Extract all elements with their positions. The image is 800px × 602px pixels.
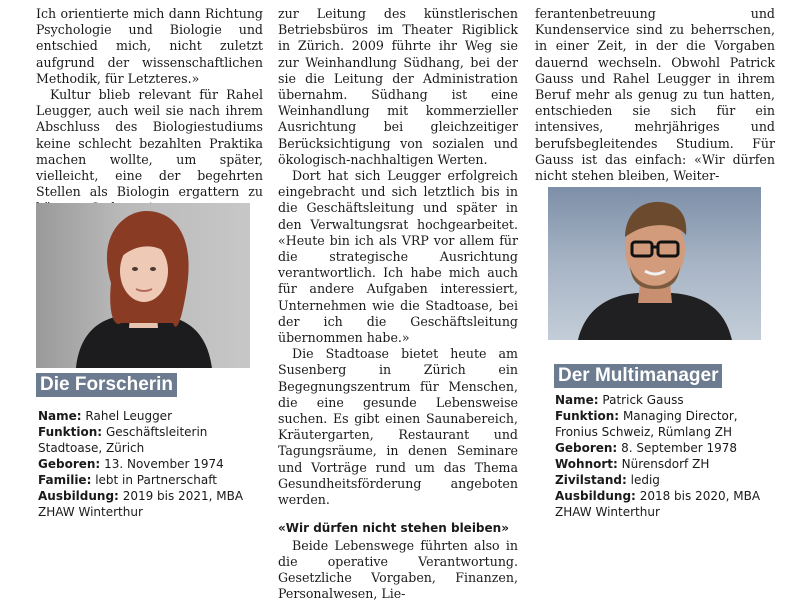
paragraph: ferantenbetreuung und Kundenservice sind zu beherrschen, in einer Zeit, in der die Vorgaben dauernd wechseln. Obwohl Patrick Gauss und Rahel Leugger in ihrem Beruf mehr als genug zu tun hatten, entschieden sie sich für ein intensives, mehrjähriges und berufsbegleitendes Studium. Für Gauss ist das einfach: «Wir dürfen nicht stehen bleiben, Weiter- [535, 6, 775, 184]
fact-name: Name: Patrick Gauss [555, 392, 770, 408]
fact-function: Funktion: Geschäftsleiterin Stadtoase, Zürich [38, 424, 258, 456]
fact-family: Familie: lebt in Partnerschaft [38, 472, 258, 488]
profile-facts-left [38, 408, 258, 520]
paragraph: Die Stadtoase bietet heute am Susenberg in Zürich ein Begegnungszentrum für Menschen, die eine gesunde Lebensweise suchen. Es gibt einen Saunabereich, Kräutergarten, Restaurant und Tagungsräume, in denen Seminare und Vorträge rund um das Thema Gesundheitsförderung angeboten werden. [278, 346, 518, 508]
role-title-right: Der Multimanager [554, 364, 722, 388]
article-column-3 [535, 6, 775, 184]
role-title-left: Die Forscherin [36, 373, 177, 397]
paragraph: Beide Lebenswege führten also in die operative Verantwortung. Gesetzliche Vorgaben, Finanzen, Personalwesen, Lie- [278, 538, 518, 602]
article-column-1 [36, 6, 263, 217]
portrait-photo-patrick-gauss [548, 187, 761, 340]
portrait-illustration [548, 187, 761, 340]
fact-residence: Wohnort: Nürensdorf ZH [555, 456, 770, 472]
fact-education: Ausbildung: 2019 bis 2021, MBA ZHAW Winterthur [38, 488, 258, 520]
portrait-illustration [36, 203, 250, 368]
fact-function: Funktion: Managing Director, Fronius Schweiz, Rümlang ZH [555, 408, 770, 440]
portrait-photo-rahel-leugger [36, 203, 250, 368]
paragraph: Ich orientierte mich dann Richtung Psychologie und Biologie und entschied mich, nicht zuletzt aufgrund der wissenschaftlichen Methodik, für Letzteres.» [36, 6, 263, 87]
section-subheading: «Wir dürfen nicht stehen bleiben» [278, 520, 518, 536]
fact-born: Geboren: 8. September 1978 [555, 440, 770, 456]
fact-civil-status: Zivilstand: ledig [555, 472, 770, 488]
article-column-2 [278, 6, 518, 602]
profile-facts-right [555, 392, 770, 520]
paragraph: Dort hat sich Leugger erfolgreich eingebracht und sich letztlich bis in die Geschäftsleitung und später in den Verwaltungsrat hochgearbeitet. «Heute bin ich als VRP vor allem für die strategische Ausrichtung verantwortlich. Ich habe mich auch für andere Aufgaben interessiert, Unternehmen wie die Stadtoase, bei der ich die Geschäftsleitung übernommen habe.» [278, 168, 518, 346]
fact-education: Ausbildung: 2018 bis 2020, MBA ZHAW Winterthur [555, 488, 770, 520]
fact-born: Geboren: 13. November 1974 [38, 456, 258, 472]
paragraph: zur Leitung des künstlerischen Betriebsbüros im Theater Rigiblick in Zürich. 2009 führte ihr Weg sie zur Weinhandlung Südhang, bei der sie die Leitung der Administration übernahm. Südhang ist eine Weinhandlung mit kommerzieller Ausrichtung bei gleichzeitiger Berücksichtigung von sozialen und ökologisch-nachhaltigen Werten. [278, 6, 518, 168]
paragraph: Kultur blieb relevant für Rahel Leugger, auch weil sie nach ihrem Abschluss des Biologiestudiums keine schlecht bezahlten Praktika machen wollte, um später, vielleicht, eine der begehrten Stellen als Biologin ergattern zu [36, 87, 263, 217]
fact-name: Name: Rahel Leugger [38, 408, 258, 424]
